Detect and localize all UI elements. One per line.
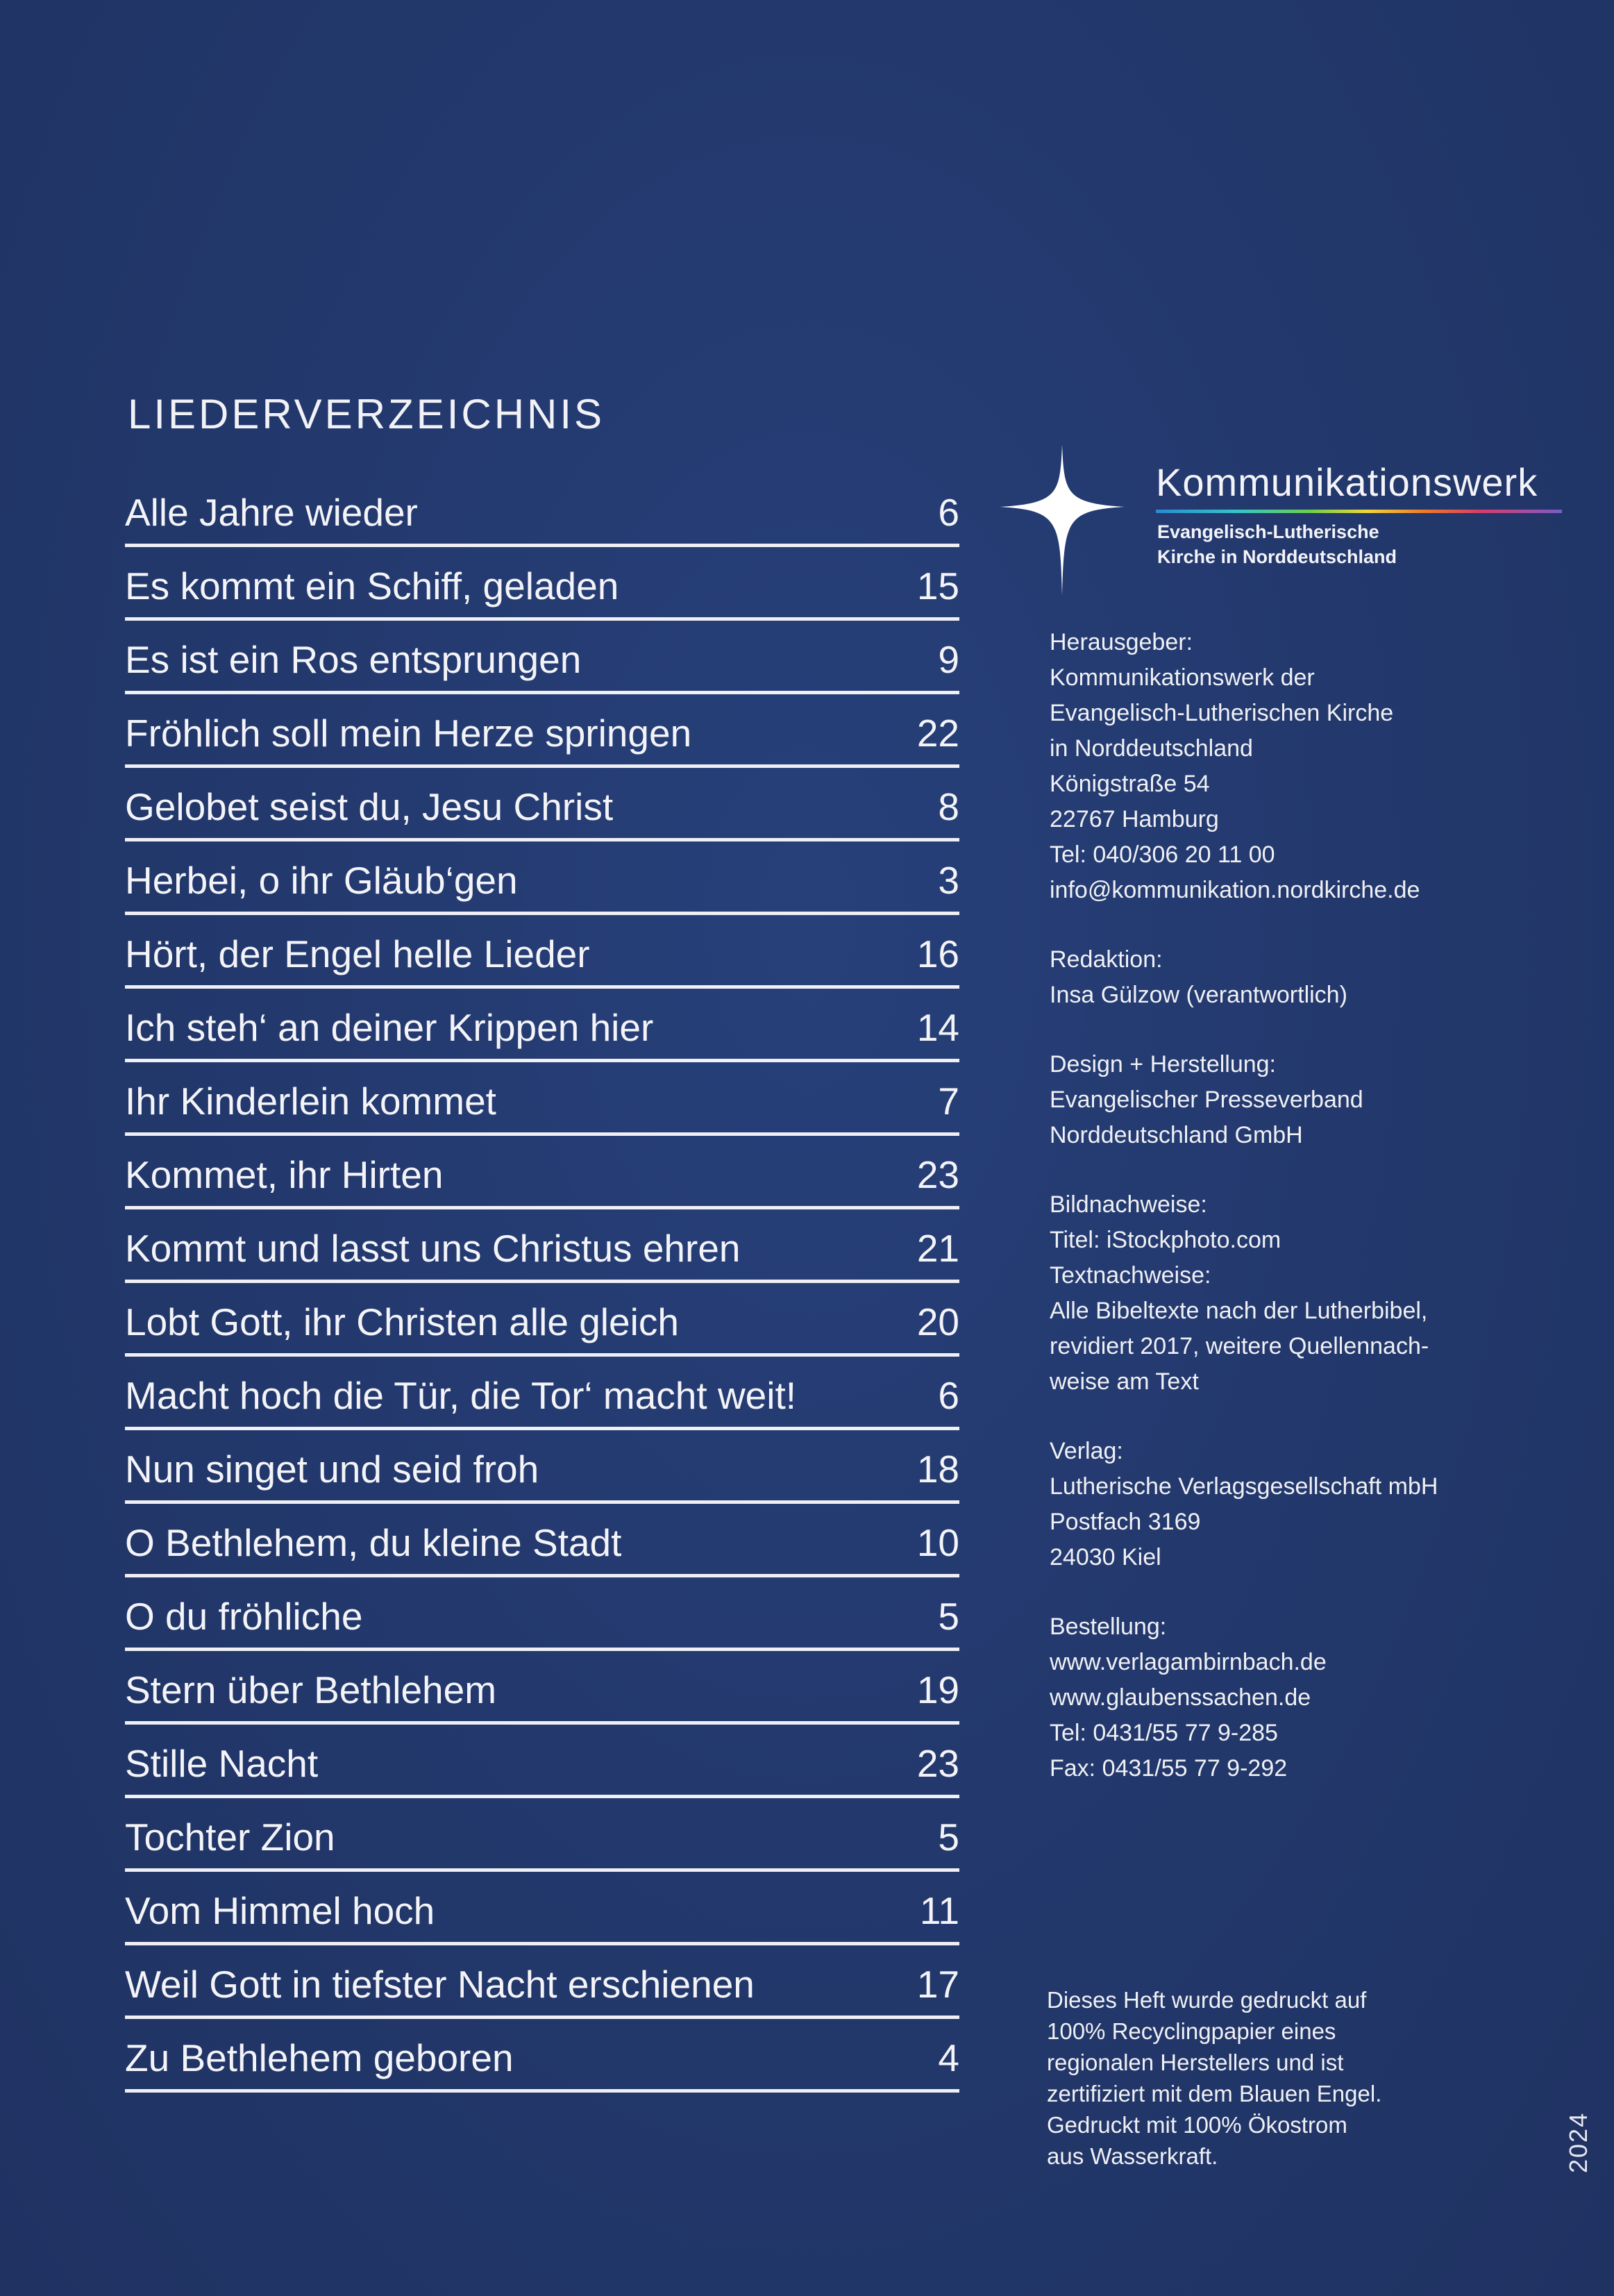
imprint-line: Evangelischer Presseverband: [1050, 1087, 1363, 1113]
song-title: Stern über Bethlehem: [125, 1668, 497, 1711]
cross-icon: [1000, 444, 1125, 596]
toc-entry: [125, 1359, 959, 1430]
imprint-ordering: [1050, 1609, 1549, 1786]
imprint-line: 24030 Kiel: [1050, 1544, 1161, 1570]
imprint-line: www.verlagambirnbach.de: [1050, 1649, 1327, 1675]
imprint-line: 22767 Hamburg: [1050, 806, 1219, 832]
page-number: 23: [916, 1741, 959, 1785]
eco-note-line: zertifiziert mit dem Blauen Engel.: [1047, 2081, 1382, 2106]
page-number: 19: [916, 1668, 959, 1711]
toc-entry: [125, 918, 959, 989]
imprint-heading: Redaktion:: [1050, 946, 1163, 973]
page-number: 5: [938, 1594, 959, 1638]
page-number: 6: [938, 490, 959, 534]
year-label: 2024: [1564, 2111, 1592, 2173]
imprint-line: Tel: 040/306 20 11 00: [1050, 841, 1275, 868]
imprint-publishing: [1050, 1434, 1549, 1575]
imprint-publisher: [1050, 625, 1549, 908]
toc-entry: [125, 476, 959, 547]
toc-entry: [125, 550, 959, 621]
imprint-line: in Norddeutschland: [1050, 735, 1253, 762]
imprint-design: [1050, 1047, 1549, 1153]
song-title: Herbei, o ihr Gläub‘gen: [125, 858, 518, 902]
page-number: 16: [916, 932, 959, 975]
toc-entry: [125, 1286, 959, 1357]
imprint: [1050, 625, 1549, 1820]
imprint-heading: Verlag:: [1050, 1438, 1123, 1464]
eco-note-line: regionalen Herstellers und ist: [1047, 2050, 1344, 2075]
toc-entry: [125, 1948, 959, 2019]
song-title: Stille Nacht: [125, 1741, 319, 1785]
page-number: 10: [916, 1520, 959, 1564]
imprint-line: revidiert 2017, weitere Quellennach-: [1050, 1333, 1429, 1359]
brand-subtitle-line: Kirche in Norddeutschland: [1157, 546, 1397, 567]
imprint-heading: Design + Herstellung:: [1050, 1051, 1277, 1078]
eco-print-note: [1047, 1984, 1477, 2172]
page-number: 6: [938, 1373, 959, 1417]
song-title: Fröhlich soll mein Herze springen: [125, 711, 692, 755]
page-number: 21: [916, 1226, 959, 1270]
eco-note-line: 100% Recyclingpapier eines: [1047, 2018, 1336, 2044]
toc-entry: [125, 991, 959, 1062]
page-number: 8: [938, 785, 959, 828]
imprint-line: Fax: 0431/55 77 9-292: [1050, 1755, 1288, 1782]
toc-entry: [125, 771, 959, 841]
toc-entry: [125, 623, 959, 694]
song-title: Macht hoch die Tür, die Tor‘ macht weit!: [125, 1373, 797, 1417]
toc-entry: [125, 1212, 959, 1283]
imprint-line: Titel: iStockphoto.com: [1050, 1227, 1281, 1253]
page-number: 17: [916, 1962, 959, 2006]
imprint-line: Tel: 0431/55 77 9-285: [1050, 1720, 1278, 1746]
song-index-list: [125, 476, 959, 2095]
page-number: 23: [916, 1153, 959, 1196]
brand-rainbow-line: [1156, 510, 1562, 513]
page-number: 11: [919, 1888, 959, 1932]
imprint-editorial: [1050, 942, 1549, 1013]
song-title: Kommet, ihr Hirten: [125, 1153, 444, 1196]
imprint-line: Königstraße 54: [1050, 771, 1210, 797]
toc-entry: [125, 1507, 959, 1577]
toc-entry: [125, 844, 959, 915]
toc-heading: LIEDERVERZEICHNIS: [128, 391, 605, 437]
song-title: Alle Jahre wieder: [125, 490, 418, 534]
song-title: Ich steh‘ an deiner Krippen hier: [125, 1005, 654, 1049]
toc-entry: [125, 1801, 959, 1872]
song-title: Nun singet und seid froh: [125, 1447, 539, 1491]
toc-entry: [125, 1875, 959, 1945]
song-title: Es kommt ein Schiff, geladen: [125, 564, 619, 607]
page-number: 9: [938, 637, 959, 681]
eco-note-line: Dieses Heft wurde gedruckt auf: [1047, 1987, 1367, 2013]
song-title: Es ist ein Ros entsprungen: [125, 637, 582, 681]
song-title: Kommt und lasst uns Christus ehren: [125, 1226, 741, 1270]
imprint-line: Kommunikationswerk der: [1050, 664, 1315, 691]
page-number: 20: [916, 1300, 959, 1343]
toc-entry: [125, 1580, 959, 1651]
song-title: Zu Bethlehem geboren: [125, 2036, 514, 2079]
imprint-line: Textnachweise:: [1050, 1262, 1211, 1289]
song-title: Lobt Gott, ihr Christen alle gleich: [125, 1300, 679, 1343]
toc-entry: [125, 1065, 959, 1136]
song-title: Tochter Zion: [125, 1815, 335, 1859]
toc-entry: [125, 1654, 959, 1725]
toc-entry: [125, 1727, 959, 1798]
imprint-line: Evangelisch-Lutherischen Kirche: [1050, 700, 1394, 726]
page-number: 3: [938, 858, 959, 902]
song-title: O du fröhliche: [125, 1594, 363, 1638]
page-number: 7: [938, 1079, 959, 1123]
imprint-line: info@kommunikation.nordkirche.de: [1050, 877, 1420, 903]
song-title: O Bethlehem, du kleine Stadt: [125, 1520, 622, 1564]
imprint-heading: Herausgeber:: [1050, 629, 1193, 655]
eco-note-line: Gedruckt mit 100% Ökostrom: [1047, 2112, 1347, 2138]
page-number: 15: [916, 564, 959, 607]
song-title: Gelobet seist du, Jesu Christ: [125, 785, 614, 828]
page-number: 18: [916, 1447, 959, 1491]
toc-entry: [125, 2022, 959, 2093]
page-number: 5: [938, 1815, 959, 1859]
toc-entry: [125, 1139, 959, 1209]
page-number: 22: [916, 711, 959, 755]
imprint-line: www.glaubenssachen.de: [1050, 1684, 1311, 1711]
eco-note-line: aus Wasserkraft.: [1047, 2143, 1218, 2169]
imprint-line: Lutherische Verlagsgesellschaft mbH: [1050, 1473, 1438, 1500]
song-title: Hört, der Engel helle Lieder: [125, 932, 590, 975]
song-title: Weil Gott in tiefster Nacht erschienen: [125, 1962, 755, 2006]
imprint-line: Alle Bibeltexte nach der Lutherbibel,: [1050, 1298, 1428, 1324]
imprint-heading: Bestellung:: [1050, 1614, 1167, 1640]
imprint-line: Postfach 3169: [1050, 1509, 1201, 1535]
brand-name: Kommunikationswerk: [1156, 460, 1538, 504]
brand-subtitle: [1157, 519, 1397, 569]
page-number: 14: [916, 1005, 959, 1049]
page-number: 4: [938, 2036, 959, 2079]
imprint-heading: Bildnachweise:: [1050, 1191, 1207, 1218]
imprint-line: weise am Text: [1050, 1368, 1199, 1395]
brand-subtitle-line: Evangelisch-Lutherische: [1157, 521, 1379, 542]
song-title: Vom Himmel hoch: [125, 1888, 435, 1932]
imprint-line: Insa Gülzow (verantwortlich): [1050, 982, 1347, 1008]
toc-entry: [125, 697, 959, 768]
imprint-line: Norddeutschland GmbH: [1050, 1122, 1303, 1148]
song-title: Ihr Kinderlein kommet: [125, 1079, 496, 1123]
toc-entry: [125, 1433, 959, 1504]
imprint-credits: [1050, 1187, 1549, 1400]
